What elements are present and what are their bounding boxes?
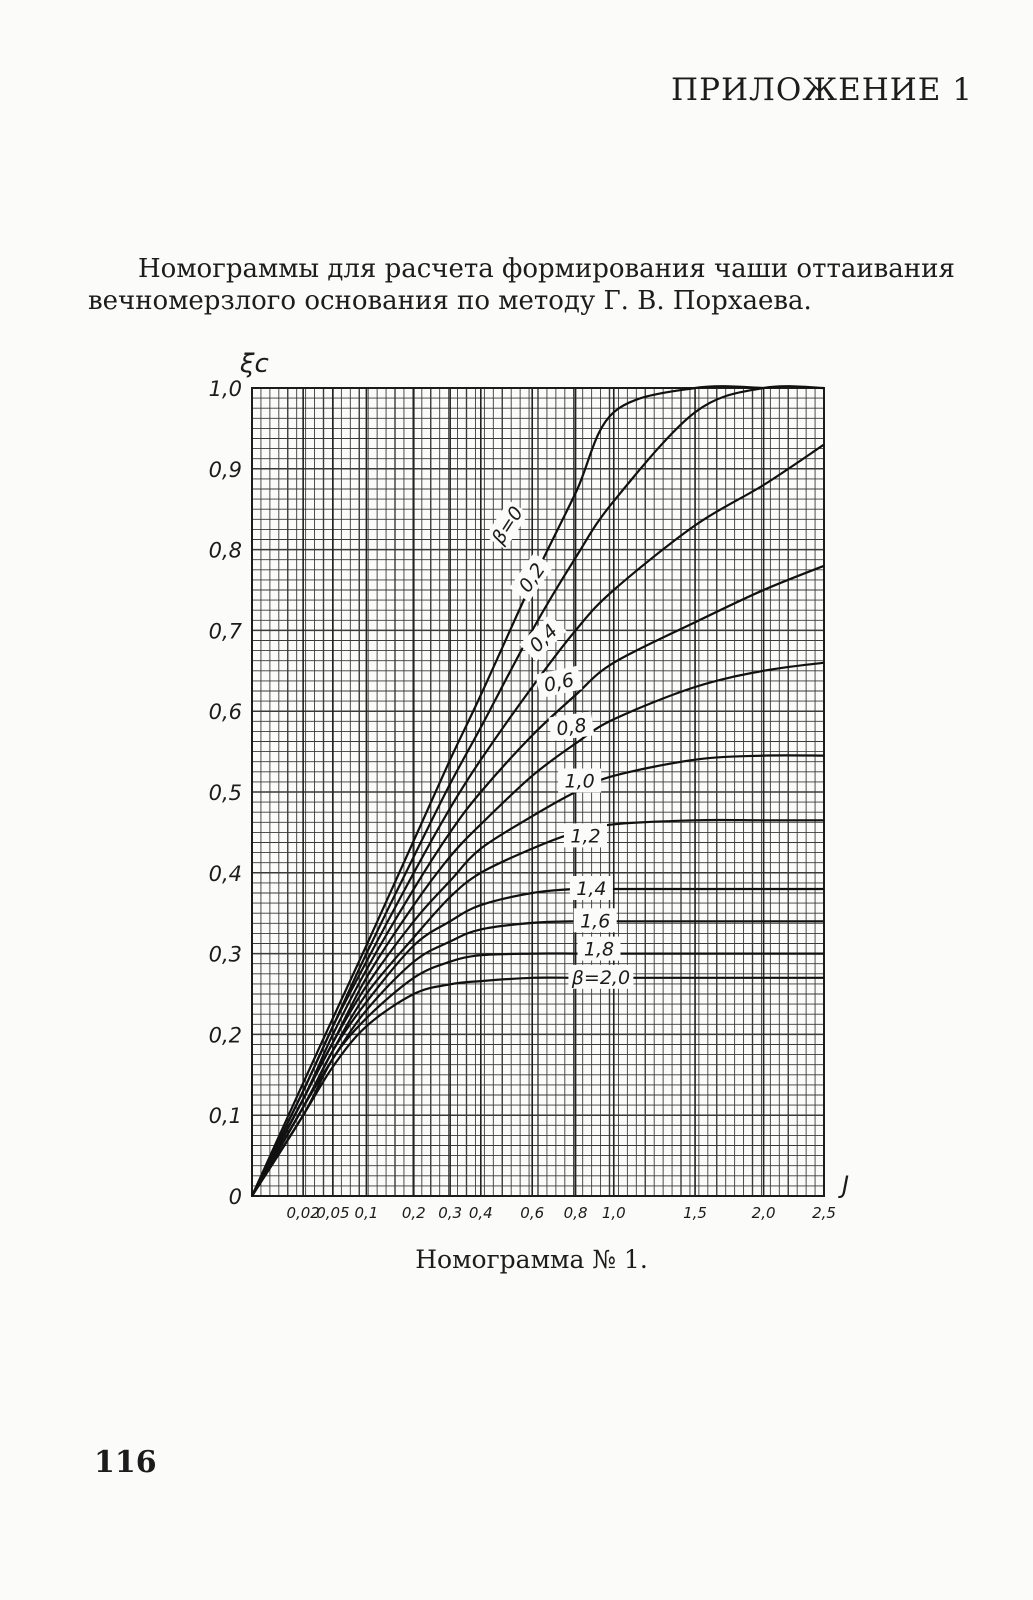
page-number: 116 bbox=[94, 1445, 157, 1480]
curve-label bbox=[564, 823, 607, 847]
appendix-heading: ПРИЛОЖЕНИЕ 1 bbox=[671, 72, 973, 108]
curve-label bbox=[570, 876, 613, 900]
x-axis-label: J bbox=[842, 1171, 850, 1199]
x-tick-label: 0,05 bbox=[316, 1204, 350, 1222]
curve-label-text: 0,4 bbox=[525, 620, 563, 657]
x-tick-label: 1,0 bbox=[601, 1204, 626, 1222]
curve-label bbox=[574, 908, 617, 932]
y-axis-label: ξc bbox=[240, 349, 269, 379]
curve-label-text: β=2,0 bbox=[571, 966, 631, 989]
x-tick-group bbox=[286, 1204, 835, 1222]
chart-grid bbox=[252, 388, 824, 1196]
curve-label-text: 1,0 bbox=[564, 770, 595, 793]
y-tick-label: 0 bbox=[228, 1185, 242, 1209]
x-tick-label: 0,3 bbox=[438, 1204, 463, 1222]
x-tick-label: 0,1 bbox=[354, 1204, 379, 1222]
curve-label bbox=[548, 712, 594, 742]
y-tick-label: 0,7 bbox=[208, 619, 242, 644]
y-tick-label: 0,1 bbox=[208, 1104, 242, 1129]
y-tick-label: 0,4 bbox=[208, 861, 242, 886]
intro-line-2: вечномерзлого основания по методу Г. В. Порхаева. bbox=[88, 286, 812, 316]
x-tick-label: 1,5 bbox=[683, 1204, 707, 1222]
x-tick-label: 2,5 bbox=[812, 1204, 836, 1222]
curve-label-text: 1,2 bbox=[570, 825, 601, 848]
y-tick-label: 0,9 bbox=[208, 457, 242, 482]
curve-label bbox=[558, 769, 601, 793]
curve-label-text: 0,8 bbox=[555, 714, 588, 741]
curve-label bbox=[519, 614, 566, 661]
y-tick-label: 0,5 bbox=[208, 781, 242, 805]
curve-label-text: 1,8 bbox=[583, 938, 615, 961]
y-tick-label: 0,6 bbox=[208, 700, 242, 725]
y-tick-group bbox=[209, 377, 243, 1209]
curve-label bbox=[568, 965, 633, 989]
y-tick-label: 0,8 bbox=[208, 538, 242, 563]
x-tick-label: 0,8 bbox=[563, 1204, 588, 1222]
y-tick-label: 0,2 bbox=[208, 1023, 242, 1048]
x-tick-label: 2,0 bbox=[751, 1204, 776, 1222]
y-tick-label: 0,3 bbox=[208, 942, 242, 967]
x-tick-label: 0,02 bbox=[286, 1204, 320, 1222]
curve-label-text: 1,4 bbox=[576, 878, 607, 900]
curve-label-text: 0,6 bbox=[541, 668, 577, 697]
curve-label-text: 0,2 bbox=[514, 559, 550, 597]
curve-label-text: β=0 bbox=[487, 502, 528, 549]
intro-line-1: Номограммы для расчета формирования чаши оттаивания bbox=[138, 254, 955, 284]
y-tick-label: 1,0 bbox=[208, 377, 242, 401]
x-tick-label: 0,6 bbox=[520, 1204, 545, 1222]
figure-caption: Номограмма № 1. bbox=[415, 1245, 648, 1274]
curve-label-text: 1,6 bbox=[580, 910, 611, 933]
x-tick-label: 0,2 bbox=[401, 1204, 426, 1222]
x-tick-label: 0,4 bbox=[468, 1204, 493, 1222]
curve-label bbox=[485, 500, 529, 549]
curve-label-group bbox=[485, 500, 633, 989]
curve-label bbox=[578, 937, 621, 961]
